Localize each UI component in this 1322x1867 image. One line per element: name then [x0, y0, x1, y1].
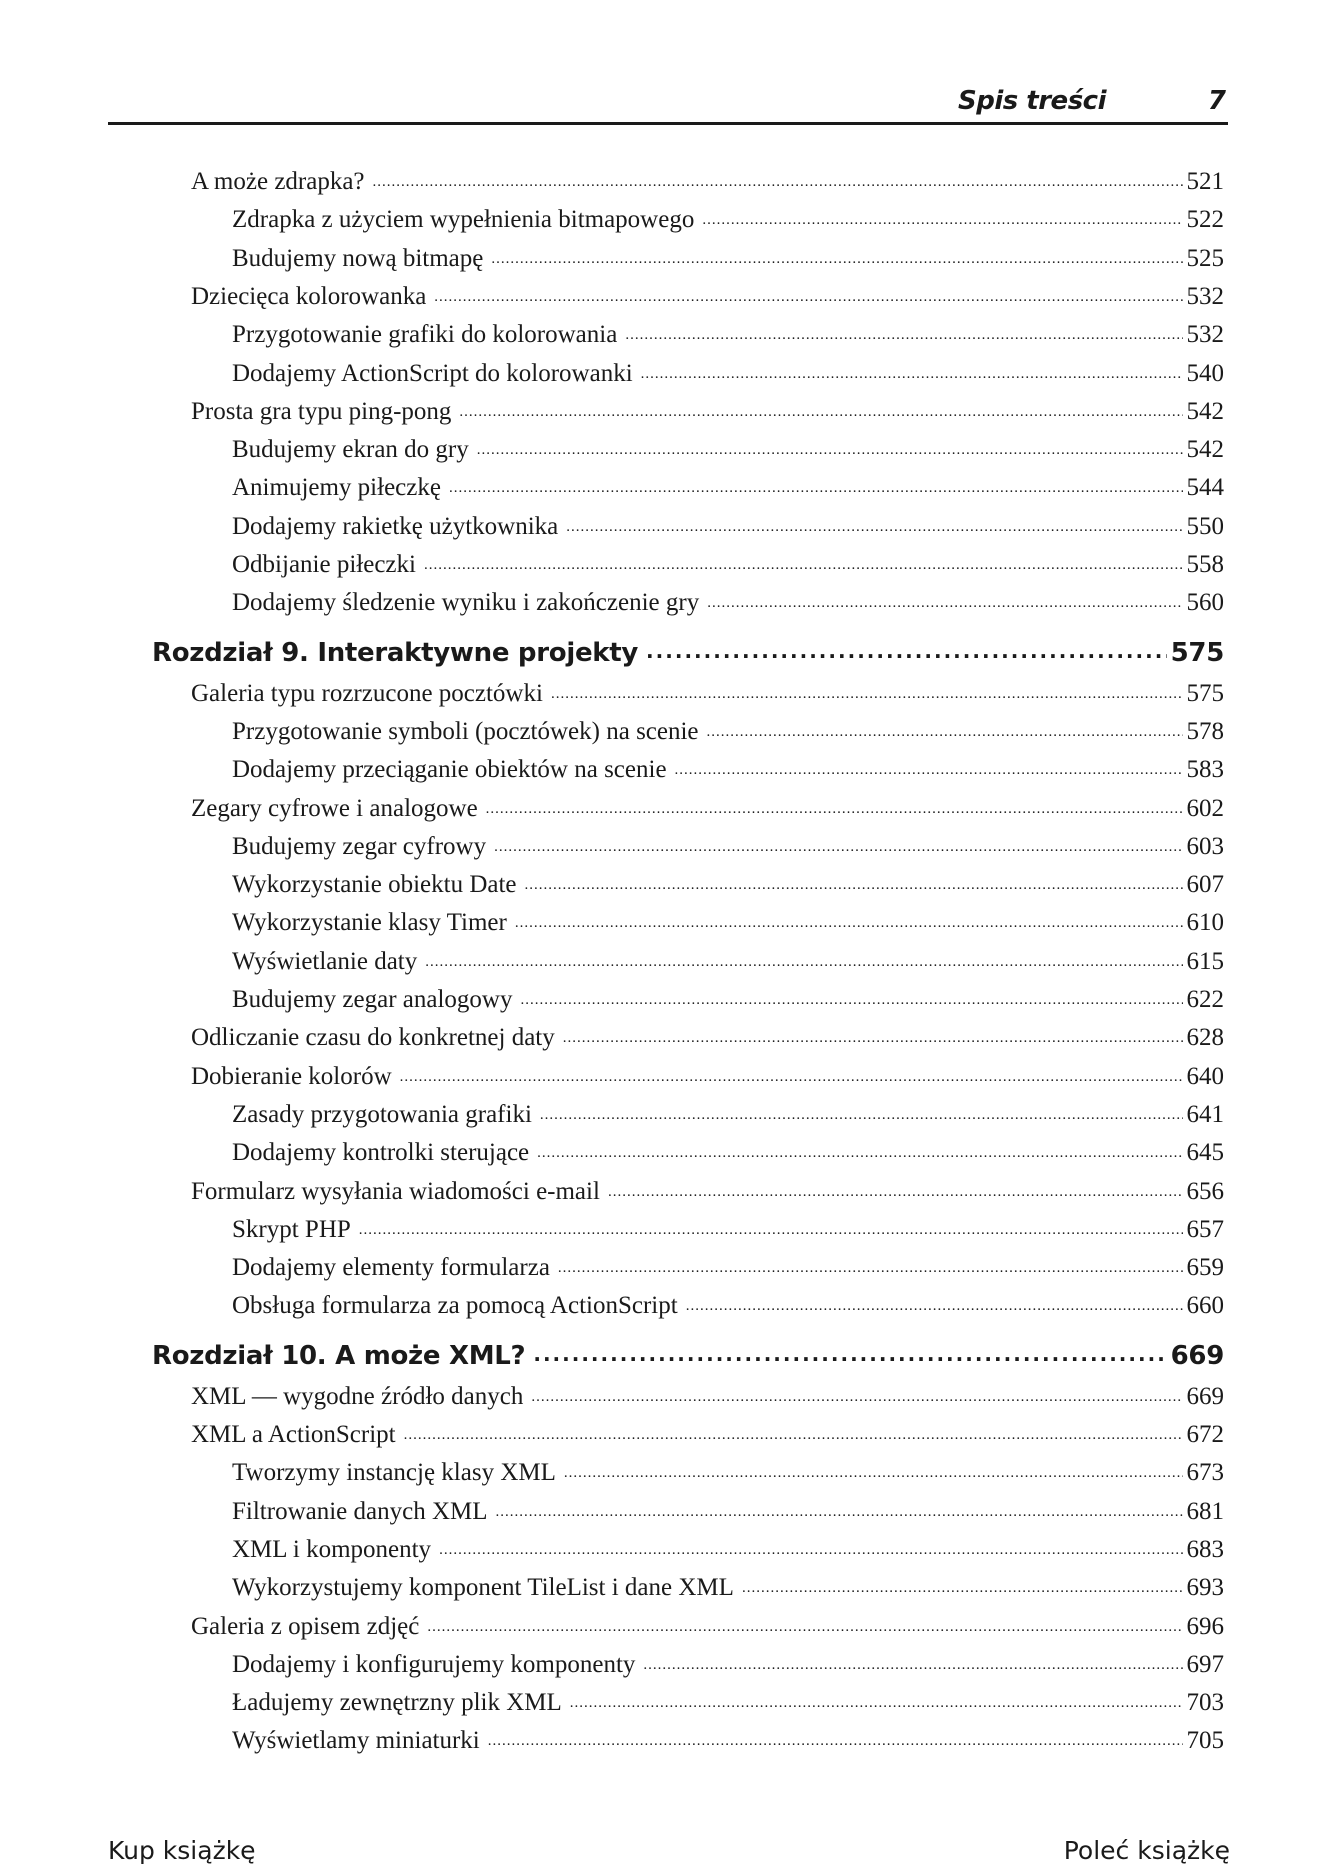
entry-title: Przygotowanie grafiki do kolorowania — [232, 321, 618, 349]
dot-leader — [424, 548, 1183, 576]
dot-leader — [494, 830, 1182, 858]
entry-page-number: 641 — [1186, 1100, 1224, 1128]
dot-leader — [439, 1533, 1182, 1561]
entry-page-number: 660 — [1186, 1292, 1224, 1320]
dot-leader — [488, 1724, 1183, 1752]
entry-page-number: 544 — [1186, 474, 1224, 502]
entry-page-number: 683 — [1186, 1535, 1224, 1563]
dot-leader — [566, 510, 1182, 538]
toc-entry[interactable] — [232, 1689, 1224, 1717]
toc-entry[interactable] — [232, 360, 1224, 388]
entry-title: Budujemy ekran do gry — [232, 436, 469, 464]
entry-title: Ładujemy zewnętrzny plik XML — [232, 1689, 562, 1717]
toc-entry[interactable] — [191, 168, 1224, 196]
dot-leader — [520, 983, 1182, 1011]
entry-page-number: 656 — [1186, 1177, 1224, 1205]
toc-entry[interactable] — [232, 589, 1224, 617]
entry-title: Dodajemy i konfigurujemy komponenty — [232, 1650, 636, 1678]
toc-entry[interactable] — [191, 680, 1224, 708]
entry-title: Prosta gra typu ping-pong — [191, 397, 452, 425]
entry-page-number: 550 — [1186, 512, 1224, 540]
dot-leader — [686, 1289, 1183, 1317]
toc-entry[interactable] — [232, 756, 1224, 784]
entry-title: Galeria z opisem zdjęć — [191, 1612, 420, 1640]
toc-entry[interactable] — [232, 871, 1224, 899]
toc-entry[interactable] — [232, 551, 1224, 579]
dot-leader — [646, 635, 1167, 665]
entry-title: Rozdział 10. A może XML? — [152, 1340, 526, 1371]
dot-leader — [515, 906, 1183, 934]
toc-entry[interactable] — [232, 1536, 1224, 1564]
dot-leader — [563, 1021, 1183, 1049]
entry-title: Zasady przygotowania grafiki — [232, 1100, 532, 1128]
toc-entry[interactable] — [232, 909, 1224, 937]
entry-page-number: 622 — [1186, 986, 1224, 1013]
toc-entry[interactable] — [191, 1613, 1224, 1641]
entry-title: Budujemy zegar analogowy — [232, 986, 513, 1013]
dot-leader — [425, 945, 1182, 973]
entry-title: Dobieranie kolorów — [191, 1062, 392, 1090]
dot-leader — [459, 395, 1182, 423]
entry-title: Odliczanie czasu do konkretnej daty — [191, 1024, 555, 1052]
entry-page-number: 532 — [1186, 282, 1224, 310]
toc-entry[interactable] — [191, 398, 1224, 426]
toc-entry[interactable] — [232, 718, 1224, 746]
entry-title: Odbijanie piłeczki — [232, 551, 416, 578]
page-header — [108, 80, 1228, 125]
dot-leader — [525, 868, 1183, 896]
entry-page-number: 703 — [1186, 1689, 1224, 1717]
buy-book-link[interactable]: Kup książkę — [108, 1836, 256, 1865]
dot-leader — [537, 1136, 1182, 1164]
dot-leader — [570, 1686, 1183, 1714]
entry-page-number: 578 — [1186, 717, 1224, 745]
toc-entry[interactable] — [232, 1254, 1224, 1282]
toc-entry[interactable] — [232, 1651, 1224, 1679]
entry-title: Budujemy nową bitmapę — [232, 244, 484, 272]
entry-title: Dodajemy rakietkę użytkownika — [232, 512, 559, 540]
entry-page-number: 560 — [1186, 589, 1224, 617]
dot-leader — [373, 165, 1183, 193]
dot-leader — [625, 318, 1182, 346]
entry-page-number: 673 — [1186, 1459, 1224, 1487]
entry-page-number: 540 — [1186, 359, 1224, 387]
entry-title: Przygotowanie symboli (pocztówek) na scenie — [232, 717, 699, 745]
dot-leader — [491, 242, 1182, 270]
dot-leader — [533, 1338, 1166, 1368]
toc-entry[interactable] — [232, 1216, 1224, 1244]
entry-page-number: 583 — [1186, 756, 1224, 784]
dot-leader — [359, 1213, 1183, 1241]
entry-page-number: 657 — [1186, 1215, 1224, 1243]
entry-title: Galeria typu rozrzucone pocztówki — [191, 679, 543, 707]
entry-title: Animujemy piłeczkę — [232, 474, 441, 502]
running-title: Spis treści — [958, 86, 1106, 116]
entry-page-number: 575 — [1170, 637, 1224, 668]
entry-title: Wyświetlamy miniaturki — [232, 1727, 480, 1755]
toc-entry[interactable] — [191, 1383, 1224, 1411]
chapter-entry[interactable] — [152, 1341, 1224, 1371]
entry-page-number: 669 — [1186, 1382, 1224, 1410]
entry-title: Skrypt PHP — [232, 1215, 351, 1243]
toc-entry[interactable] — [232, 321, 1224, 349]
dot-leader — [675, 753, 1183, 781]
dot-leader — [608, 1175, 1183, 1203]
entry-title: XML a ActionScript — [191, 1421, 396, 1448]
dot-leader — [707, 586, 1182, 614]
toc-entry[interactable] — [191, 1421, 1224, 1449]
entry-page-number: 603 — [1186, 832, 1224, 860]
toc-entry[interactable] — [232, 206, 1224, 234]
entry-title: Dodajemy elementy formularza — [232, 1254, 550, 1282]
entry-title: Zegary cyfrowe i analogowe — [191, 794, 478, 822]
toc-entry[interactable] — [232, 833, 1224, 861]
entry-page-number: 696 — [1186, 1612, 1224, 1640]
entry-title: Wykorzystanie obiektu Date — [232, 871, 517, 899]
entry-page-number: 607 — [1186, 871, 1224, 899]
entry-page-number: 525 — [1186, 244, 1224, 272]
entry-page-number: 693 — [1186, 1574, 1224, 1602]
recommend-book-link[interactable]: Poleć książkę — [1063, 1836, 1230, 1865]
entry-title: Tworzymy instancję klasy XML — [232, 1459, 556, 1487]
entry-title: Formularz wysyłania wiadomości e-mail — [191, 1177, 600, 1205]
entry-page-number: 602 — [1186, 794, 1224, 822]
dot-leader — [558, 1251, 1183, 1279]
entry-page-number: 542 — [1186, 397, 1224, 425]
entry-page-number: 628 — [1186, 1024, 1224, 1052]
entry-title: Dodajemy przeciąganie obiektów na scenie — [232, 756, 667, 784]
entry-page-number: 645 — [1186, 1139, 1224, 1167]
entry-page-number: 542 — [1186, 436, 1224, 464]
toc-entry[interactable] — [232, 1292, 1224, 1320]
toc-entry[interactable] — [232, 986, 1224, 1014]
toc-entry[interactable] — [232, 1574, 1224, 1602]
toc-entry[interactable] — [232, 1498, 1224, 1526]
entry-title: Dziecięca kolorowanka — [191, 282, 427, 310]
entry-title: Dodajemy ActionScript do kolorowanki — [232, 359, 633, 387]
entry-page-number: 697 — [1186, 1650, 1224, 1678]
entry-title: Budujemy zegar cyfrowy — [232, 832, 487, 860]
dot-leader — [643, 1648, 1182, 1676]
entry-page-number: 669 — [1170, 1340, 1224, 1371]
page-number: 7 — [1207, 86, 1226, 116]
entry-page-number: 575 — [1186, 679, 1224, 707]
toc-entry[interactable] — [191, 1024, 1224, 1052]
dot-leader — [400, 1060, 1183, 1088]
entry-page-number: 640 — [1186, 1062, 1224, 1090]
entry-page-number: 615 — [1186, 947, 1224, 975]
entry-page-number: 705 — [1186, 1727, 1224, 1755]
entry-title: Filtrowanie danych XML — [232, 1497, 488, 1525]
entry-title: XML — wygodne źródło danych — [191, 1382, 524, 1410]
dot-leader — [540, 1098, 1183, 1126]
toc-entry[interactable] — [191, 1063, 1224, 1091]
entry-page-number: 532 — [1186, 321, 1224, 349]
dot-leader — [434, 280, 1182, 308]
toc-entry[interactable] — [191, 283, 1224, 311]
entry-title: XML i komponenty — [232, 1535, 432, 1563]
toc-entry[interactable] — [191, 795, 1224, 823]
dot-leader — [531, 1380, 1182, 1408]
dot-leader — [404, 1418, 1183, 1446]
dot-leader — [707, 715, 1183, 743]
dot-leader — [742, 1571, 1183, 1599]
entry-title: Wykorzystanie klasy Timer — [232, 909, 507, 937]
dot-leader — [477, 433, 1183, 461]
entry-page-number: 521 — [1186, 168, 1224, 195]
toc-entry[interactable] — [232, 436, 1224, 464]
dot-leader — [702, 203, 1182, 231]
chapter-entry[interactable] — [152, 638, 1224, 668]
entry-page-number: 522 — [1186, 206, 1224, 234]
dot-leader — [641, 357, 1183, 385]
entry-title: Wyświetlanie daty — [232, 947, 418, 975]
dot-leader — [551, 677, 1183, 705]
entry-page-number: 681 — [1186, 1497, 1224, 1525]
toc-entry[interactable] — [232, 245, 1224, 273]
entry-title: Dodajemy kontrolki sterujące — [232, 1139, 530, 1167]
entry-title: Rozdział 9. Interaktywne projekty — [152, 637, 639, 668]
toc-entry[interactable] — [232, 1727, 1224, 1755]
entry-title: A może zdrapka? — [191, 168, 365, 195]
dot-leader — [496, 1495, 1183, 1523]
toc-entry[interactable] — [232, 1459, 1224, 1487]
dot-leader — [449, 471, 1183, 499]
dot-leader — [486, 792, 1183, 820]
toc-entry[interactable] — [232, 513, 1224, 541]
dot-leader — [564, 1456, 1183, 1484]
entry-title: Zdrapka z użyciem wypełnienia bitmapowego — [232, 206, 695, 234]
entry-page-number: 659 — [1186, 1254, 1224, 1282]
entry-title: Wykorzystujemy komponent TileList i dane XML — [232, 1574, 734, 1602]
entry-title: Obsługa formularza za pomocą ActionScript — [232, 1292, 678, 1320]
entry-page-number: 672 — [1186, 1421, 1224, 1448]
toc-entry[interactable] — [232, 1101, 1224, 1129]
toc-entry[interactable] — [191, 1178, 1224, 1206]
toc-entry[interactable] — [232, 1139, 1224, 1167]
entry-title: Dodajemy śledzenie wyniku i zakończenie gry — [232, 589, 700, 617]
entry-page-number: 558 — [1186, 551, 1224, 578]
entry-page-number: 610 — [1186, 909, 1224, 937]
toc-entry[interactable] — [232, 948, 1224, 976]
toc-entry[interactable] — [232, 474, 1224, 502]
dot-leader — [427, 1610, 1182, 1638]
